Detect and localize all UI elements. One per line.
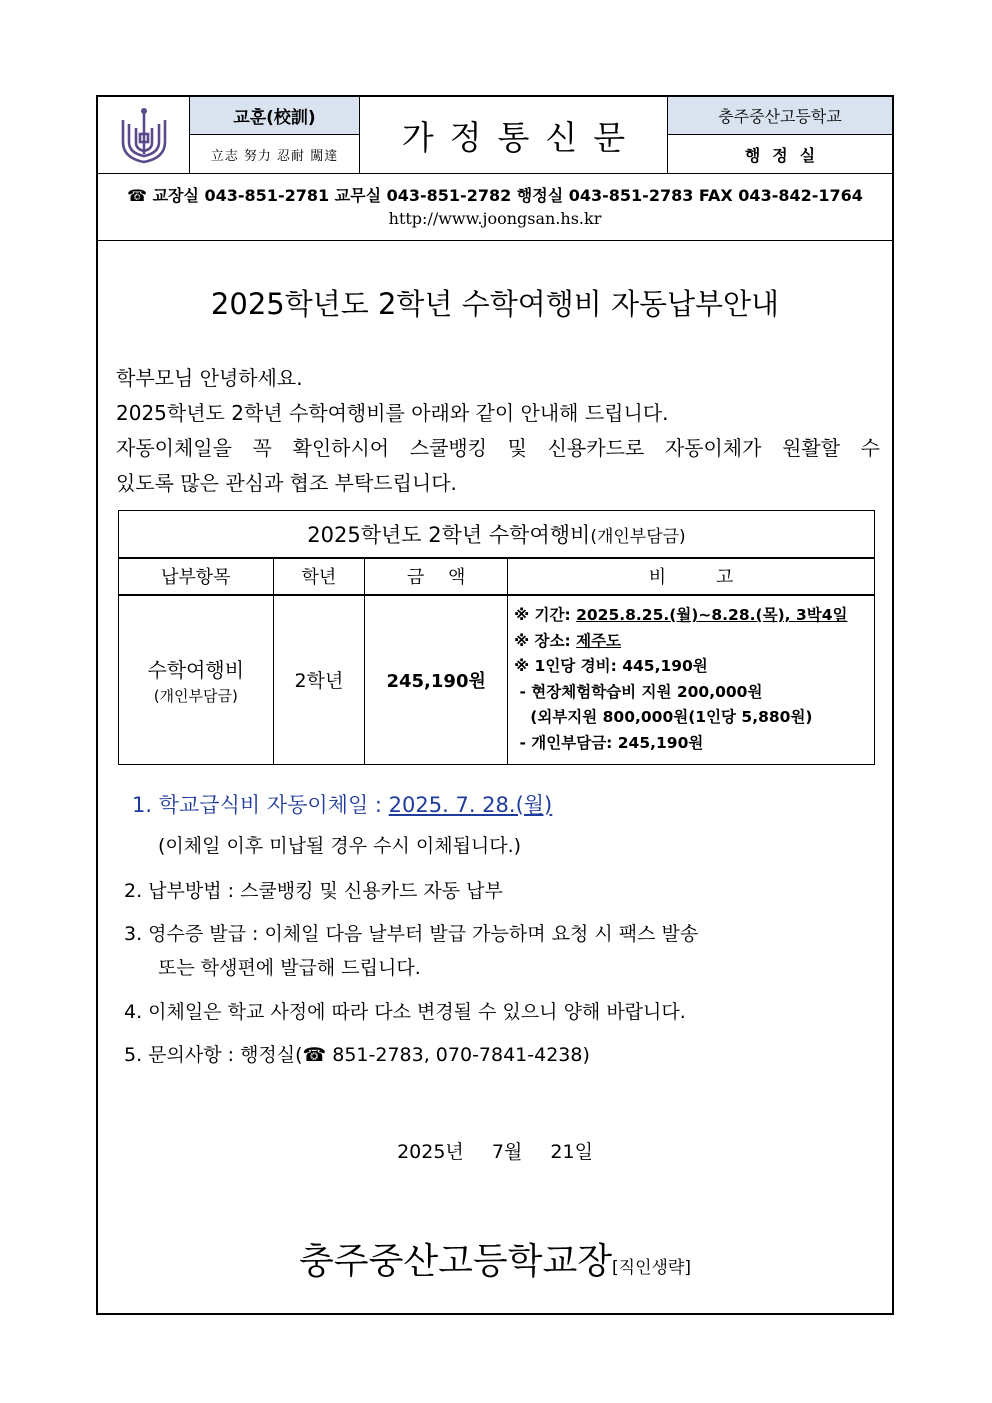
fee-table-title-sub: (개인부담금) [590, 526, 686, 547]
school-logo [98, 97, 190, 173]
fee-table-title-row [119, 511, 875, 558]
remark-period-value: 2025.8.25.(월)~8.28.(목), 3박4일 [576, 606, 848, 625]
school-emblem-icon [119, 106, 169, 164]
header-item: 납부항목 [119, 558, 274, 595]
remark-place [514, 629, 874, 655]
cell-remarks [508, 595, 875, 765]
school-name: 충주중산고등학교 [668, 97, 892, 135]
table-row [119, 595, 875, 765]
fee-table [118, 510, 875, 765]
remark-period-label: ※ 기간: [514, 606, 577, 625]
intro-line-4: 있도록 많은 관심과 협조 부탁드립니다. [116, 471, 457, 495]
cell-grade: 2학년 [273, 595, 365, 765]
header-grade: 학년 [273, 558, 365, 595]
intro-text [116, 361, 880, 501]
remark-external: (외부지원 800,000원(1인당 5,880원) [514, 708, 813, 727]
remark-personal: - 개인부담금: 245,190원 [514, 733, 704, 752]
school-website-link[interactable]: http://www.joongsan.hs.kr [388, 209, 602, 228]
item1-label: 1. 학교급식비 자동이체일 : [132, 793, 389, 817]
fee-table-title-main: 2025학년도 2학년 수학여행비 [307, 522, 591, 547]
remark-period [514, 603, 874, 629]
list-item: 5. 문의사항 : 행정실(☎ 851-2783, 070-7841-4238) [124, 1044, 590, 1066]
signature-stamp: [직인생략] [612, 1258, 691, 1278]
intro-line-2: 2025학년도 2학년 수학여행비를 아래와 같이 안내해 드립니다. [116, 401, 669, 425]
item1-note: (이체일 이후 미납될 경우 수시 이체됩니다.) [158, 835, 522, 857]
newsletter-title: 가정통신문 [360, 97, 668, 173]
remark-place-value: 제주도 [576, 631, 622, 650]
phone-numbers: ☎ 교장실 043-851-2781 교무실 043-851-2782 행정실 043-851-2783 FAX 043-842-1764 [127, 186, 863, 205]
item-name: 수학여행비 [147, 657, 245, 682]
cell-amount: 245,190원 [365, 595, 508, 765]
fee-table-title [119, 511, 875, 558]
fee-table-header-row [119, 558, 875, 595]
intro-greeting: 학부모님 안녕하세요. [116, 366, 303, 390]
document-title: 2025학년도 2학년 수학여행비 자동납부안내 [210, 287, 780, 321]
header-remarks: 비 고 [508, 558, 875, 595]
list-item [132, 789, 552, 819]
remark-cost: ※ 1인당 경비: 445,190원 [514, 657, 708, 676]
intro-line-3: 자동이체일을 꼭 확인하시어 스쿨뱅킹 및 신용카드로 자동이체가 원활할 수 [116, 436, 880, 460]
item-note: (개인부담금) [153, 686, 238, 705]
cell-item [119, 595, 274, 765]
signature [98, 1233, 892, 1284]
contact-info [98, 173, 892, 241]
motto-value: 立志 努力 忍耐 闖達 [190, 135, 360, 173]
remark-support: - 현장체험학습비 지원 200,000원 [514, 682, 763, 701]
newsletter-frame [96, 95, 894, 1315]
list-item-continued: 또는 학생편에 발급해 드립니다. [158, 957, 421, 979]
item1-date: 2025. 7. 28.(월) [388, 793, 553, 817]
issue-date: 2025년 7월 21일 [397, 1141, 593, 1163]
department-name: 행정실 [744, 145, 828, 165]
list-item: 3. 영수증 발급 : 이체일 다음 날부터 발급 가능하며 요청 시 팩스 발송 [124, 923, 699, 945]
signature-name: 충주중산고등학교장 [299, 1241, 613, 1282]
list-item: 2. 납부방법 : 스쿨뱅킹 및 신용카드 자동 납부 [124, 880, 503, 902]
remark-place-label: ※ 장소: [514, 631, 577, 650]
list-item: 4. 이체일은 학교 사정에 따라 다소 변경될 수 있으니 양해 바랍니다. [124, 1001, 686, 1023]
header-amount: 금 액 [365, 558, 508, 595]
newsletter-header [98, 97, 892, 174]
motto-label: 교훈(校訓) [190, 97, 360, 135]
